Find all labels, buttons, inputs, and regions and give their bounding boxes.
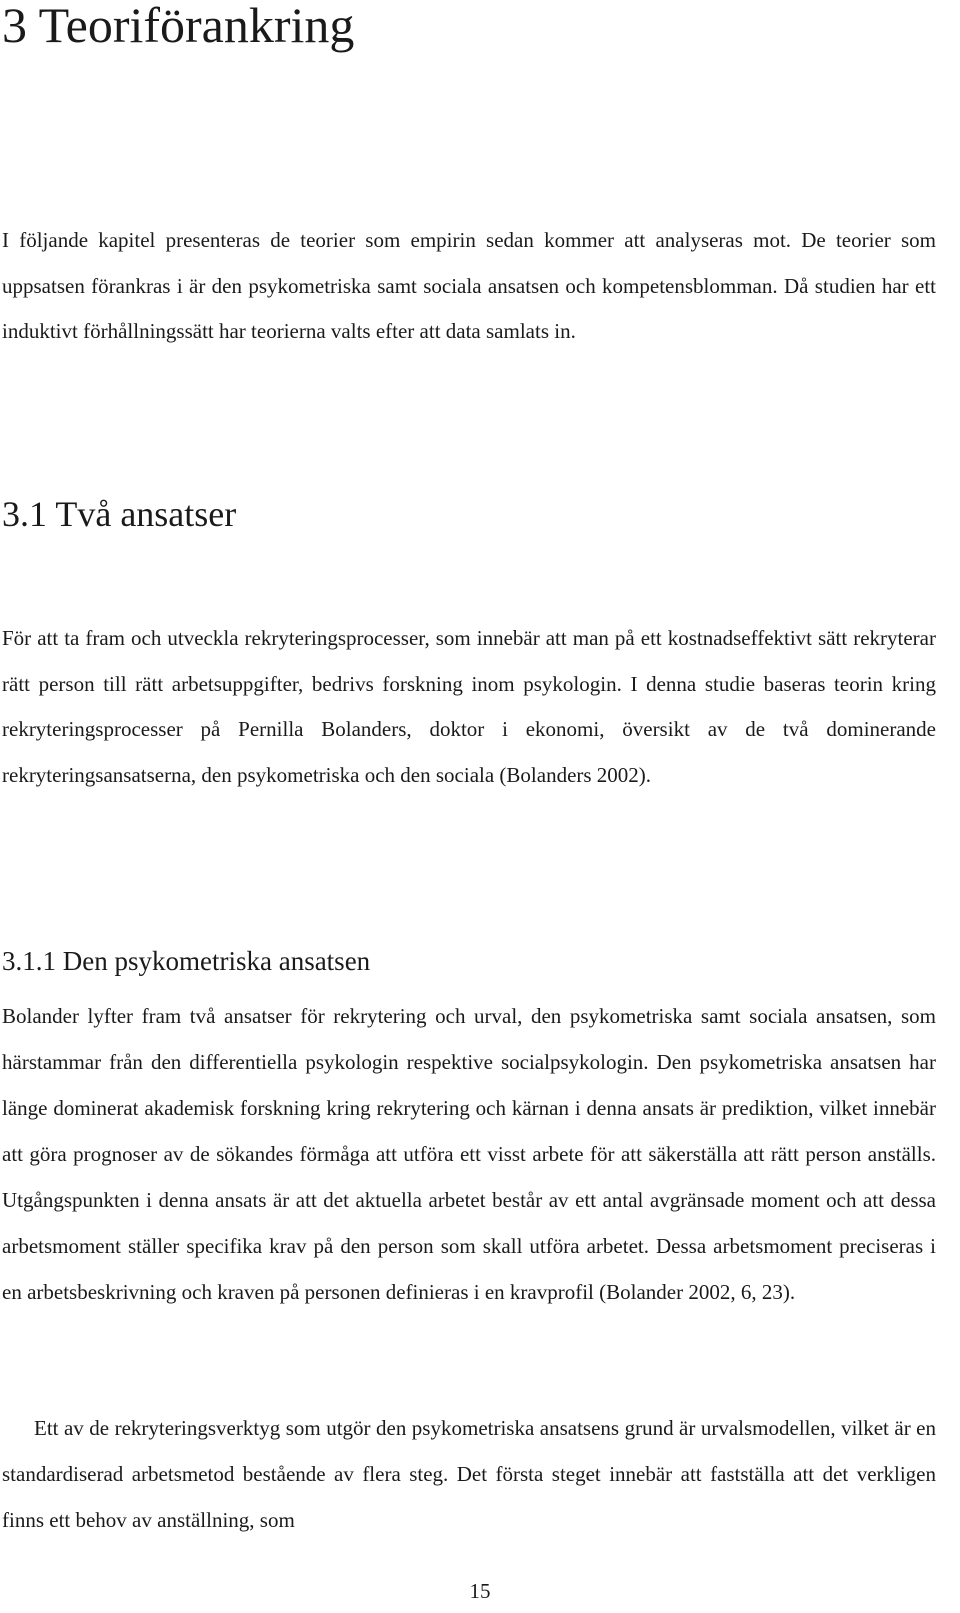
subsection-paragraph-1: Bolander lyfter fram två ansatser för rekrytering och urval, den psykometriska samt sociala ansatsen, som härstammar från den differentiella psykologin respektive socialpsykologin. Den psykometriska ansatsen har länge dominerat akademisk forskning kring rekrytering och kärnan i denna ansats är prediktion, vilket innebär att göra prognoser av de sökandes förmåga att utföra ett visst arbete för att säkerställa att rätt person anställs. Utgångspunkten i denna ansats är att det aktuella arbetet består av ett antal avgränsade moment och att dessa arbetsmoment ställer specifika krav på den person som skall utföra arbetet. Dessa arbetsmoment preciseras i en arbetsbeskrivning och kraven på personen definieras i en kravprofil (Bolander 2002, 6, 23).	[2, 1004, 936, 1304]
subsection-paragraph-2: Ett av de rekryteringsverktyg som utgör den psykometriska ansatsens grund är urvalsmodellen, vilket är en standardiserad arbetsmetod bestående av flera steg. Det första steget innebär att fastställa att det verkligen finns ett behov av anställning, som	[2, 1416, 936, 1532]
page-number: 15	[469, 1579, 491, 1603]
chapter-intro-paragraph: I följande kapitel presenteras de teorier som empirin sedan kommer att analyseras mot. De teorier som uppsatsen förankras i är den psykometriska samt sociala ansatsen och kompetensblomman. Då studien har ett induktivt förhållningssätt har teorierna valts efter att data samlats in.	[2, 228, 936, 343]
section-body-paragraph: För att ta fram och utveckla rekryteringsprocesser, som innebär att man på ett kostnadseffektivt sätt rekryterar rätt person till rätt arbetsuppgifter, bedrivs forskning inom psykologin. I denna studie baseras teorin kring rekryteringsprocesser på Pernilla Bolanders, doktor i ekonomi, översikt av de två dominerande rekryteringsansatserna, den psykometriska och den sociala (Bolanders 2002).	[2, 626, 936, 787]
subsection-title: 3.1.1 Den psykometriska ansatsen	[2, 946, 371, 976]
chapter-title: 3 Teoriförankring	[2, 0, 355, 53]
section-title: 3.1 Två ansatser	[2, 494, 237, 534]
